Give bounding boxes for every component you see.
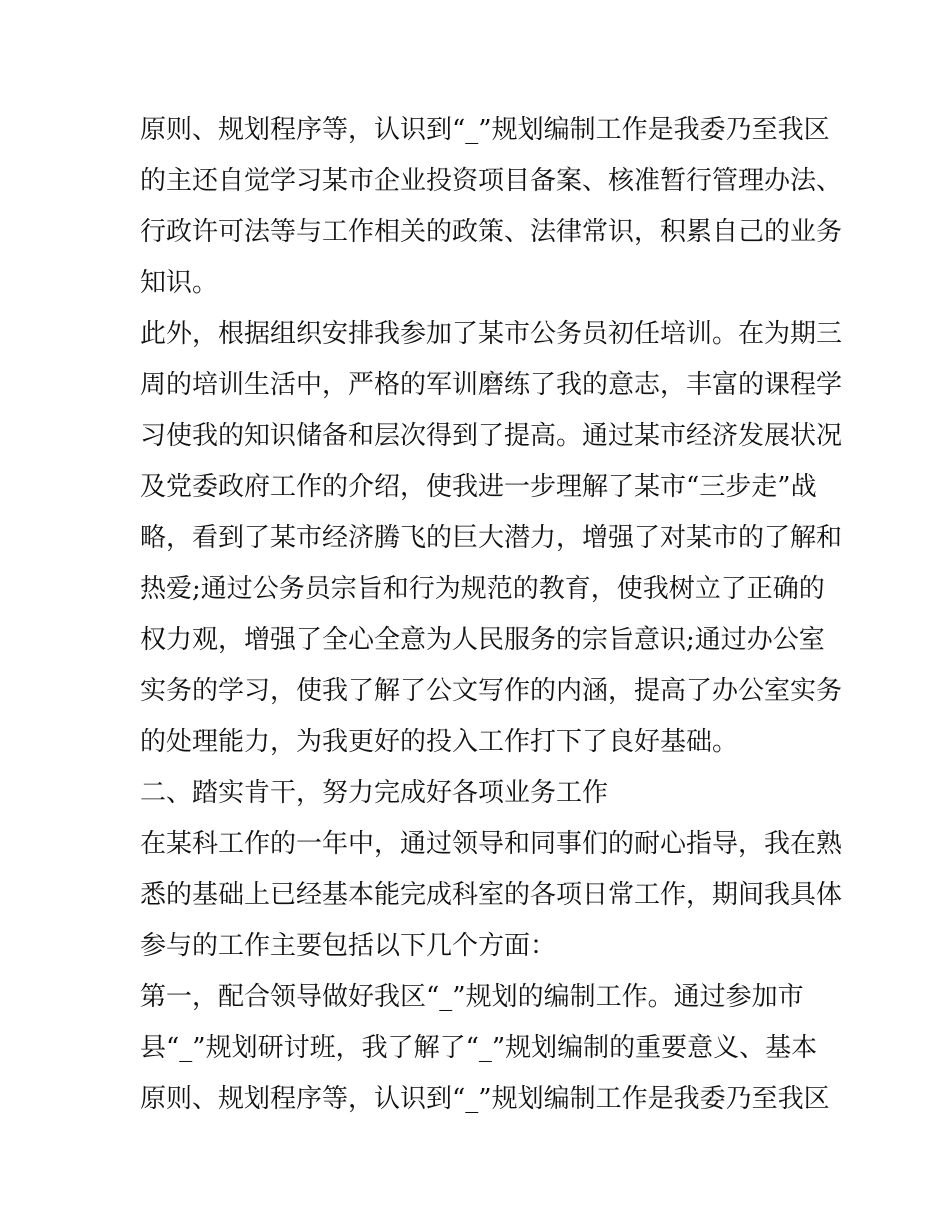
text-line: 参与的工作主要包括以下几个方面： xyxy=(140,931,557,961)
text-line: 此外，根据组织安排我参加了某市公务员初任培训。在为期三 xyxy=(140,319,843,349)
text-line: 习使我的知识储备和层次得到了提高。通过某市经济发展状况 xyxy=(140,421,843,451)
text-line: 的处理能力，为我更好的投入工作打下了良好基础。 xyxy=(140,727,739,757)
text-line: 悉的基础上已经基本能完成科室的各项日常工作，期间我具体 xyxy=(140,880,843,910)
text-line: 县“_”规划研讨班，我了解了“_”规划编制的重要意义、基本 xyxy=(140,1033,818,1063)
section-heading: 二、踏实肯干，努力完成好各项业务工作 xyxy=(140,778,609,808)
text-line: 原则、规划程序等，认识到“_”规划编制工作是我委乃至我区 xyxy=(140,115,830,145)
text-line: 在某科工作的一年中，通过领导和同事们的耐心指导，我在熟 xyxy=(140,829,843,859)
text-line: 略，看到了某市经济腾飞的巨大潜力，增强了对某市的了解和 xyxy=(140,523,843,553)
text-line: 第一，配合领导做好我区“_”规划的编制工作。通过参加市 xyxy=(140,982,804,1012)
text-line: 周的培训生活中，严格的军训磨练了我的意志，丰富的课程学 xyxy=(140,370,843,400)
text-line: 及党委政府工作的介绍，使我进一步理解了某市“三步走”战 xyxy=(140,472,817,502)
text-line: 行政许可法等与工作相关的政策、法律常识，积累自己的业务 xyxy=(140,217,843,247)
text-line: 的主还自觉学习某市企业投资项目备案、核准暂行管理办法、 xyxy=(140,166,843,196)
text-line: 实务的学习，使我了解了公文写作的内涵，提高了办公室实务 xyxy=(140,676,843,706)
text-line: 知识。 xyxy=(140,268,219,298)
text-line: 热爱;通过公务员宗旨和行为规范的教育，使我树立了正确的 xyxy=(140,574,825,604)
text-line: 权力观，增强了全心全意为人民服务的宗旨意识;通过办公室 xyxy=(140,625,825,655)
text-line: 原则、规划程序等，认识到“_”规划编制工作是我委乃至我区 xyxy=(140,1084,830,1114)
